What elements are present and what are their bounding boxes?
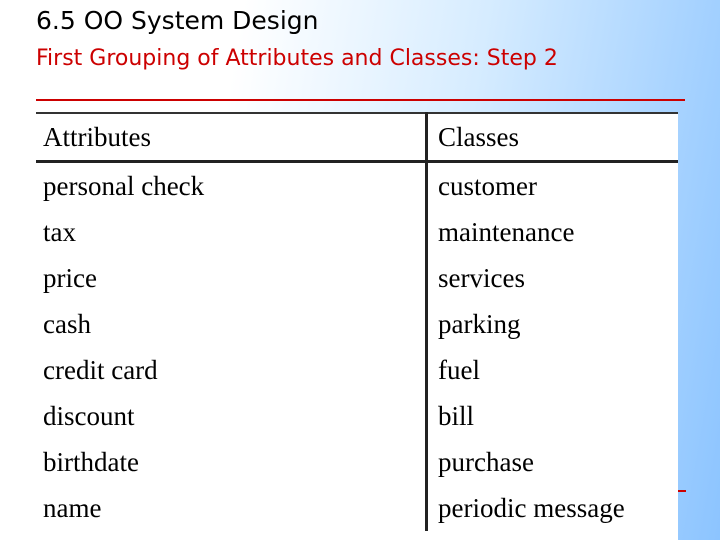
accent-mark [678, 490, 686, 492]
table-row [36, 347, 678, 393]
table-row [36, 255, 678, 301]
table-panel [36, 112, 678, 540]
title-divider [36, 99, 685, 101]
header-classes: Classes [427, 113, 679, 162]
slide-subtitle: First Grouping of Attributes and Classes: Step 2 [36, 46, 558, 71]
attribute-cell: cash [36, 301, 427, 347]
attribute-cell: birthdate [36, 439, 427, 485]
class-cell: customer [438, 170, 537, 201]
attributes-classes-table [36, 112, 678, 531]
class-cell: maintenance [438, 216, 575, 247]
table-row [36, 393, 678, 439]
attribute-cell: discount [36, 393, 427, 439]
class-cell: bill [438, 400, 475, 431]
header-attributes: Attributes [36, 113, 427, 162]
attribute-cell: price [36, 255, 427, 301]
table-row [36, 209, 678, 255]
attribute-cell: tax [36, 209, 427, 255]
attribute-cell: name [36, 485, 427, 531]
class-cell: fuel [438, 354, 480, 385]
table-row [36, 485, 678, 531]
table-header-row [36, 113, 678, 162]
attribute-cell: credit card [36, 347, 427, 393]
table-row [36, 301, 678, 347]
slide-title: 6.5 OO System Design [36, 6, 319, 35]
table-row [36, 439, 678, 485]
class-cell: parking [438, 308, 521, 339]
class-cell: services [438, 262, 525, 293]
attribute-cell: personal check [36, 162, 427, 210]
table-row [36, 162, 678, 210]
class-cell: periodic message [438, 492, 625, 523]
class-cell: purchase [438, 446, 534, 477]
